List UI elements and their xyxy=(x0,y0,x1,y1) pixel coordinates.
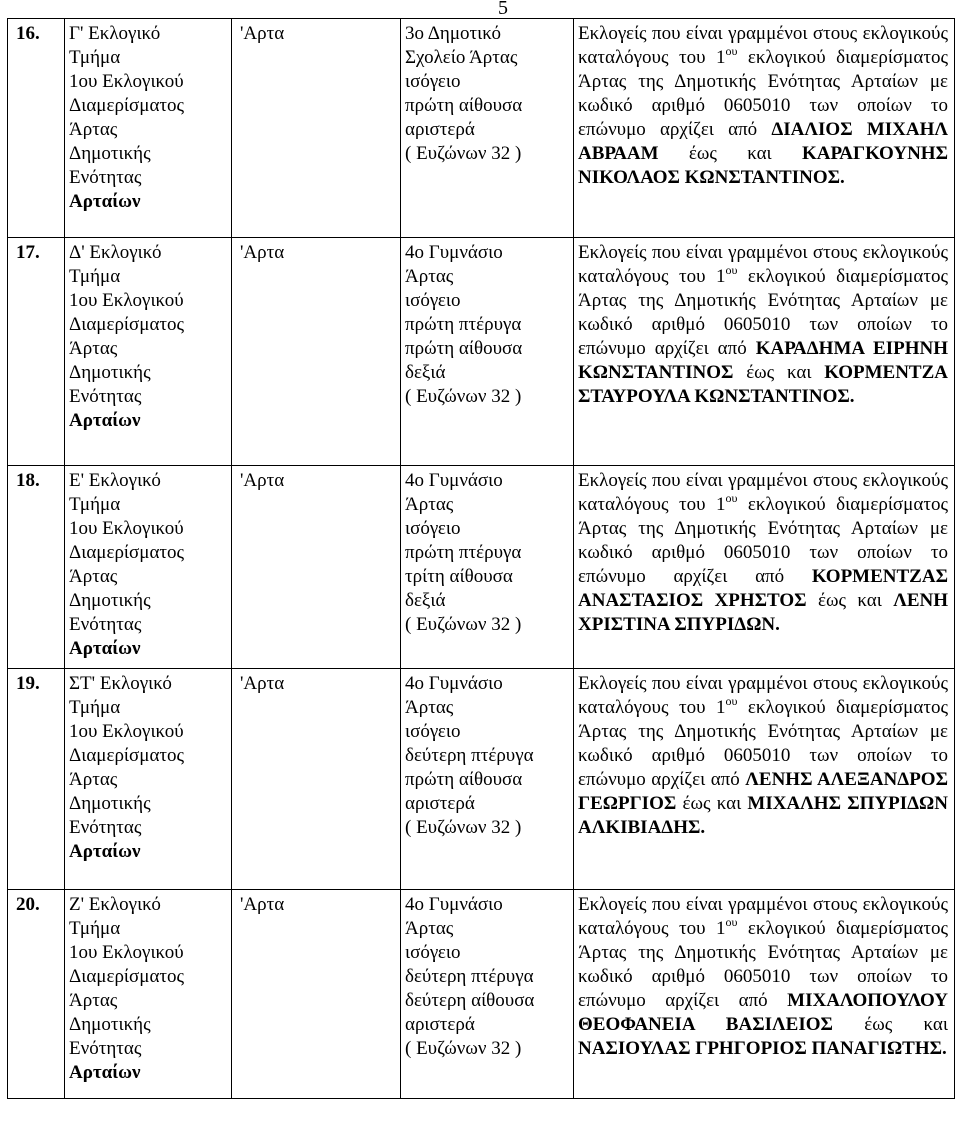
description-text: Εκλογείς που είναι γραμμένοι στους εκλογικούς καταλόγους του 1 xyxy=(578,242,948,287)
table-row xyxy=(8,890,955,1099)
section-line: Ενότητας xyxy=(69,1038,142,1059)
description-text: εκλογικού διαμερίσματος Άρτας της Δημοτικής Ενότητας Αρταίων με κωδικό αριθμό 0605010 των οποίων το επώνυμο αρχίζει από xyxy=(578,266,948,359)
voters-description xyxy=(574,890,955,1099)
location-line: δεξιά xyxy=(405,590,446,611)
surname-from: ΔΙΑΛΙΟΣ ΜΙΧΑΗΛ ΑΒΡΑΑΜ xyxy=(578,119,948,164)
surname-from: ΛΕΝΗΣ ΑΛΕΞΑΝΔΡΟΣ ΓΕΩΡΓΙΟΣ xyxy=(578,769,948,814)
voters-description xyxy=(574,238,955,466)
section-line: Διαμερίσματος xyxy=(69,95,185,116)
section-line: Ενότητας xyxy=(69,817,142,838)
section-cell xyxy=(65,890,232,1099)
surname-from: ΚΑΡΑΔΗΜΑ ΕΙΡΗΝΗ ΚΩΝΣΤΑΝΤΙΝΟΣ xyxy=(578,338,948,383)
range-connector: έως και xyxy=(676,793,748,814)
location-line: ισόγειο xyxy=(405,518,461,539)
location-line: πρώτη αίθουσα xyxy=(405,338,523,359)
section-line: Αρταίων xyxy=(69,410,141,431)
page-number: 5 xyxy=(498,0,508,19)
location-cell xyxy=(401,238,574,466)
surname-to: ΝΑΣΙΟΥΛΑΣ ΓΡΗΓΟΡΙΟΣ ΠΑΝΑΓΙΩΤΗΣ. xyxy=(578,1038,947,1059)
surname-from: ΚΟΡΜΕΝΤΖΑΣ ΑΝΑΣΤΑΣΙΟΣ ΧΡΗΣΤΟΣ xyxy=(578,566,948,611)
section-line: Ενότητας xyxy=(69,614,142,635)
section-line: Γ' Εκλογικό xyxy=(69,23,161,44)
description-text: εκλογικού διαμερίσματος Άρτας της Δημοτικής Ενότητας Αρταίων με κωδικό αριθμό 0605010 των οποίων το επώνυμο αρχίζει από xyxy=(578,47,948,140)
section-line: Διαμερίσματος xyxy=(69,542,185,563)
polling-stations-table xyxy=(7,18,955,1099)
location-line: Σχολείο Άρτας xyxy=(405,47,518,68)
location-cell xyxy=(401,669,574,890)
location-cell xyxy=(401,890,574,1099)
ordinal-suffix: ου xyxy=(725,914,738,929)
ordinal-suffix: ου xyxy=(725,693,738,708)
section-line: Δ' Εκλογικό xyxy=(69,242,162,263)
ordinal-suffix: ου xyxy=(725,43,738,58)
section-cell xyxy=(65,238,232,466)
section-line: Ε' Εκλογικό xyxy=(69,470,161,491)
section-line: Τμήμα xyxy=(69,47,121,68)
location-cell xyxy=(401,466,574,669)
range-connector: έως και xyxy=(832,1014,948,1035)
location-line: 3ο Δημοτικό xyxy=(405,23,501,44)
surname-to: ΚΑΡΑΓΚΟΥΝΗΣ ΝΙΚΟΛΑΟΣ ΚΩΝΣΤΑΝΤΙΝΟΣ. xyxy=(578,143,948,188)
section-line: Αρταίων xyxy=(69,191,141,212)
row-number: 16. xyxy=(8,19,65,238)
location-line: ισόγειο xyxy=(405,71,461,92)
location-line: 4ο Γυμνάσιο xyxy=(405,242,503,263)
table-row xyxy=(8,19,955,238)
section-line: Αρταίων xyxy=(69,841,141,862)
city-cell: 'Αρτα xyxy=(232,466,401,669)
location-line: ισόγειο xyxy=(405,721,461,742)
section-line: Ζ' Εκλογικό xyxy=(69,894,161,915)
location-line: πρώτη αίθουσα xyxy=(405,769,523,790)
section-line: Δημοτικής xyxy=(69,362,151,383)
section-line: 1ου Εκλογικού xyxy=(69,71,184,92)
range-connector: έως και xyxy=(658,143,802,164)
location-line: 4ο Γυμνάσιο xyxy=(405,470,503,491)
section-line: Αρταίων xyxy=(69,1062,141,1083)
description-text: Εκλογείς που είναι γραμμένοι στους εκλογικούς καταλόγους του 1 xyxy=(578,23,948,68)
location-line: ( Ευζώνων 32 ) xyxy=(405,614,522,635)
location-line: Άρτας xyxy=(405,266,454,287)
location-line: δεύτερη πτέρυγα xyxy=(405,966,534,987)
section-line: Τμήμα xyxy=(69,918,121,939)
voters-description xyxy=(574,669,955,890)
location-line: τρίτη αίθουσα xyxy=(405,566,513,587)
section-line: Άρτας xyxy=(69,769,118,790)
voters-description xyxy=(574,19,955,238)
section-line: Δημοτικής xyxy=(69,143,151,164)
description-text: Εκλογείς που είναι γραμμένοι στους εκλογικούς καταλόγους του 1 xyxy=(578,894,948,939)
location-line: Άρτας xyxy=(405,494,454,515)
table-row xyxy=(8,466,955,669)
section-line: Άρτας xyxy=(69,566,118,587)
location-line: 4ο Γυμνάσιο xyxy=(405,894,503,915)
location-line: ( Ευζώνων 32 ) xyxy=(405,143,522,164)
ordinal-suffix: ου xyxy=(725,262,738,277)
section-line: Δημοτικής xyxy=(69,590,151,611)
location-line: αριστερά xyxy=(405,1014,475,1035)
section-line: 1ου Εκλογικού xyxy=(69,290,184,311)
section-line: 1ου Εκλογικού xyxy=(69,942,184,963)
table-row xyxy=(8,238,955,466)
section-line: Τμήμα xyxy=(69,697,121,718)
table-body xyxy=(8,19,955,1099)
description-text: Εκλογείς που είναι γραμμένοι στους εκλογικούς καταλόγους του 1 xyxy=(578,673,948,718)
location-line: αριστερά xyxy=(405,119,475,140)
location-line: ( Ευζώνων 32 ) xyxy=(405,817,522,838)
section-line: Διαμερίσματος xyxy=(69,966,185,987)
row-number: 20. xyxy=(8,890,65,1099)
row-number: 19. xyxy=(8,669,65,890)
description-text: εκλογικού διαμερίσματος Άρτας της Δημοτικής Ενότητας Αρταίων με κωδικό αριθμό 0605010 των οποίων το επώνυμο αρχίζει από xyxy=(578,697,948,790)
city-cell: 'Αρτα xyxy=(232,669,401,890)
city-cell: 'Αρτα xyxy=(232,19,401,238)
table-row xyxy=(8,669,955,890)
description-text: εκλογικού διαμερίσματος Άρτας της Δημοτικής Ενότητας Αρταίων με κωδικό αριθμό 0605010 των οποίων το επώνυμο αρχίζει από xyxy=(578,494,948,587)
range-connector: έως και xyxy=(733,362,825,383)
surname-from: ΜΙΧΑΛΟΠΟΥΛΟΥ ΘΕΟΦΑΝΕΙΑ ΒΑΣΙΛΕΙΟΣ xyxy=(578,990,948,1035)
section-line: Δημοτικής xyxy=(69,793,151,814)
section-line: Άρτας xyxy=(69,990,118,1011)
range-connector: έως και xyxy=(806,590,894,611)
location-line: ισόγειο xyxy=(405,942,461,963)
section-cell xyxy=(65,669,232,890)
section-line: Διαμερίσματος xyxy=(69,745,185,766)
description-text: εκλογικού διαμερίσματος Άρτας της Δημοτικής Ενότητας Αρταίων με κωδικό αριθμό 0605010 των οποίων το επώνυμο αρχίζει από xyxy=(578,918,948,1011)
location-line: αριστερά xyxy=(405,793,475,814)
location-line: πρώτη πτέρυγα xyxy=(405,542,522,563)
voters-description xyxy=(574,466,955,669)
location-cell xyxy=(401,19,574,238)
section-line: Τμήμα xyxy=(69,494,121,515)
section-cell xyxy=(65,19,232,238)
section-cell xyxy=(65,466,232,669)
section-line: Αρταίων xyxy=(69,638,141,659)
location-line: 4ο Γυμνάσιο xyxy=(405,673,503,694)
ordinal-suffix: ου xyxy=(725,490,738,505)
section-line: 1ου Εκλογικού xyxy=(69,518,184,539)
section-line: Τμήμα xyxy=(69,266,121,287)
section-line: ΣΤ' Εκλογικό xyxy=(69,673,172,694)
location-line: πρώτη πτέρυγα xyxy=(405,314,522,335)
surname-to: ΜΙΧΑΛΗΣ ΣΠΥΡΙΔΩΝ ΑΛΚΙΒΙΑΔΗΣ. xyxy=(578,793,948,838)
location-line: δεύτερη αίθουσα xyxy=(405,990,535,1011)
location-line: ( Ευζώνων 32 ) xyxy=(405,386,522,407)
location-line: δεξιά xyxy=(405,362,446,383)
location-line: ( Ευζώνων 32 ) xyxy=(405,1038,522,1059)
location-line: ισόγειο xyxy=(405,290,461,311)
location-line: δεύτερη πτέρυγα xyxy=(405,745,534,766)
section-line: Άρτας xyxy=(69,338,118,359)
location-line: Άρτας xyxy=(405,918,454,939)
section-line: Διαμερίσματος xyxy=(69,314,185,335)
row-number: 18. xyxy=(8,466,65,669)
section-line: Άρτας xyxy=(69,119,118,140)
surname-to: ΛΕΝΗ ΧΡΙΣΤΙΝΑ ΣΠΥΡΙΔΩΝ. xyxy=(578,590,948,635)
city-cell: 'Αρτα xyxy=(232,890,401,1099)
section-line: Ενότητας xyxy=(69,386,142,407)
row-number: 17. xyxy=(8,238,65,466)
surname-to: ΚΟΡΜΕΝΤΖΑ ΣΤΑΥΡΟΥΛΑ ΚΩΝΣΤΑΝΤΙΝΟΣ. xyxy=(578,362,948,407)
city-cell: 'Αρτα xyxy=(232,238,401,466)
section-line: Δημοτικής xyxy=(69,1014,151,1035)
section-line: 1ου Εκλογικού xyxy=(69,721,184,742)
section-line: Ενότητας xyxy=(69,167,142,188)
location-line: πρώτη αίθουσα xyxy=(405,95,523,116)
description-text: Εκλογείς που είναι γραμμένοι στους εκλογικούς καταλόγους του 1 xyxy=(578,470,948,515)
location-line: Άρτας xyxy=(405,697,454,718)
